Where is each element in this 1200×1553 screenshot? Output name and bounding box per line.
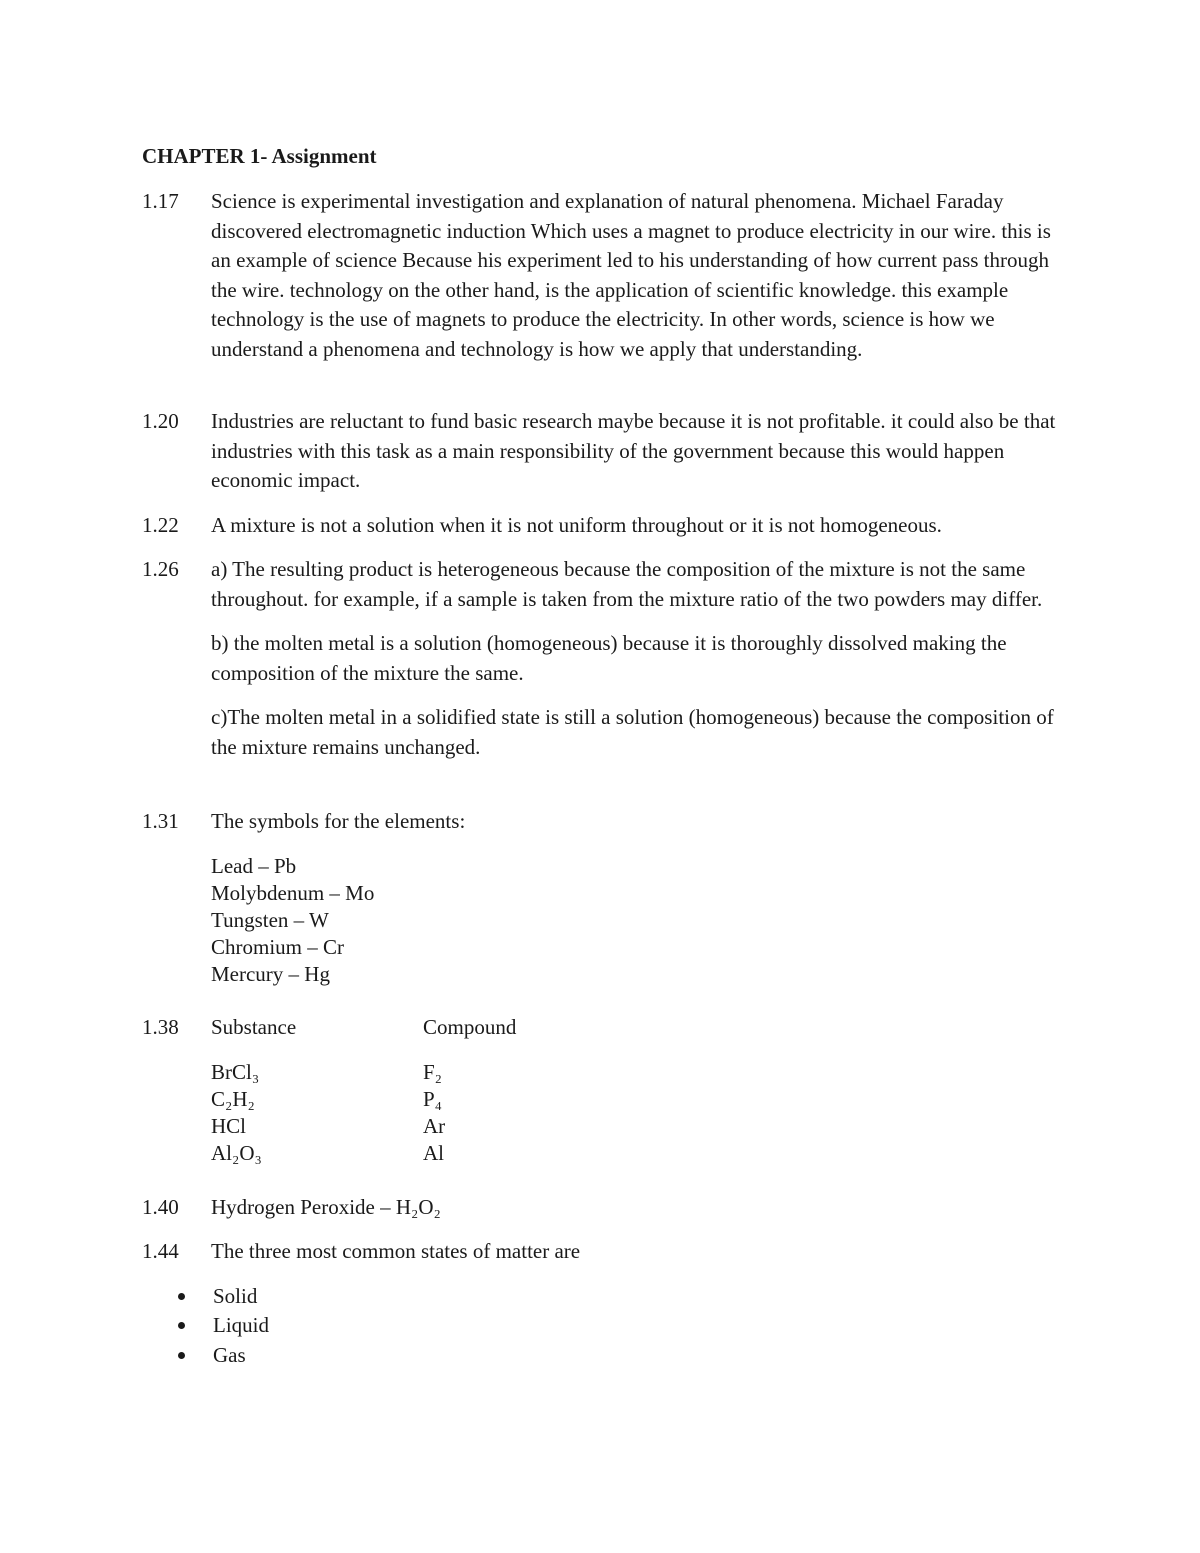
question-1-17 [142,187,1072,364]
question-number: 1.31 [142,809,179,833]
states-list [142,1282,1072,1371]
answer-part-b: b) the molten metal is a solution (homogeneous) because it is thoroughly dissolved making the composition of the mixture the same. [211,631,1007,685]
table-row [211,1140,1072,1167]
substance-compound-table [211,1013,1072,1167]
question-number: 1.20 [142,409,179,433]
list-item [142,1341,1072,1371]
question-number: 1.38 [142,1015,179,1039]
bullet-icon [178,1352,185,1359]
list-item: Molybdenum – Mo [211,880,375,905]
table-cell: C₂H₂ [211,1087,255,1111]
bullet-icon [178,1293,185,1300]
question-1-44 [142,1237,1072,1370]
question-1-31 [142,807,1072,988]
answer-text: Science is experimental investigation and explanation of natural phenomena. Michael Faraday discovered electromagnetic induction Which uses a magnet to produce electricity in our wire. this is an example of science Because his experiment led to his understanding of how current pass through the wire. technology on the other hand, is the application of scientific knowledge. this example technology is the use of magnets to produce the electricity. In other words, science is how we understand a phenomena and technology is how we apply that understanding. [211,189,1051,361]
answer-intro: The symbols for the elements: [211,809,466,833]
list-item: Mercury – Hg [211,961,330,986]
answer-text: Industries are reluctant to fund basic research maybe because it is not profitable. it could also be that industries with this task as a main responsibility of the government because this would happen economic impact. [211,409,1056,492]
page-title: CHAPTER 1- Assignment [142,144,377,168]
table-cell: Al₂O₃ [211,1141,262,1165]
table-cell: F₂ [423,1060,443,1084]
list-item [142,1311,1072,1341]
table-cell: P₄ [423,1087,443,1111]
list-item: Tungsten – W [211,907,329,932]
question-1-26 [142,555,1072,762]
element-list [211,853,1072,988]
answer-text: A mixture is not a solution when it is not uniform throughout or it is not homogeneous. [211,513,942,537]
table-cell: Al [423,1141,444,1165]
column-header-substance: Substance [211,1015,297,1039]
table-row [211,1113,1072,1140]
question-1-20 [142,407,1072,496]
table-cell: HCl [211,1114,247,1138]
list-item: Lead – Pb [211,853,297,878]
list-item [142,1282,1072,1312]
list-item-label: Gas [213,1342,246,1367]
table-row [211,1086,1072,1113]
bullet-icon [178,1322,185,1329]
table-row [211,1059,1072,1086]
list-item-label: Solid [213,1283,258,1308]
question-number: 1.44 [142,1239,179,1263]
question-number: 1.17 [142,189,179,213]
question-number: 1.40 [142,1195,179,1219]
answer-intro: The three most common states of matter are [211,1239,581,1263]
answer-part-a: a) The resulting product is heterogeneous because the composition of the mixture is not the same throughout. for example, if a sample is taken from the mixture ratio of the two powders may differ. [211,557,1043,611]
question-1-40 [142,1193,1072,1223]
question-number: 1.22 [142,513,179,537]
question-number: 1.26 [142,557,179,581]
table-cell: BrCl₃ [211,1060,260,1084]
list-item-label: Liquid [213,1313,269,1337]
table-cell: Ar [423,1114,446,1138]
question-1-38 [142,1013,1072,1167]
question-1-22 [142,511,1072,541]
answer-text: Hydrogen Peroxide – H₂O₂ [211,1195,441,1219]
table-header [211,1013,1072,1042]
list-item: Chromium – Cr [211,934,345,959]
answer-part-c: c)The molten metal in a solidified state is still a solution (homogeneous) because the composition of the mixture remains unchanged. [211,705,1054,759]
column-header-compound: Compound [423,1015,517,1039]
